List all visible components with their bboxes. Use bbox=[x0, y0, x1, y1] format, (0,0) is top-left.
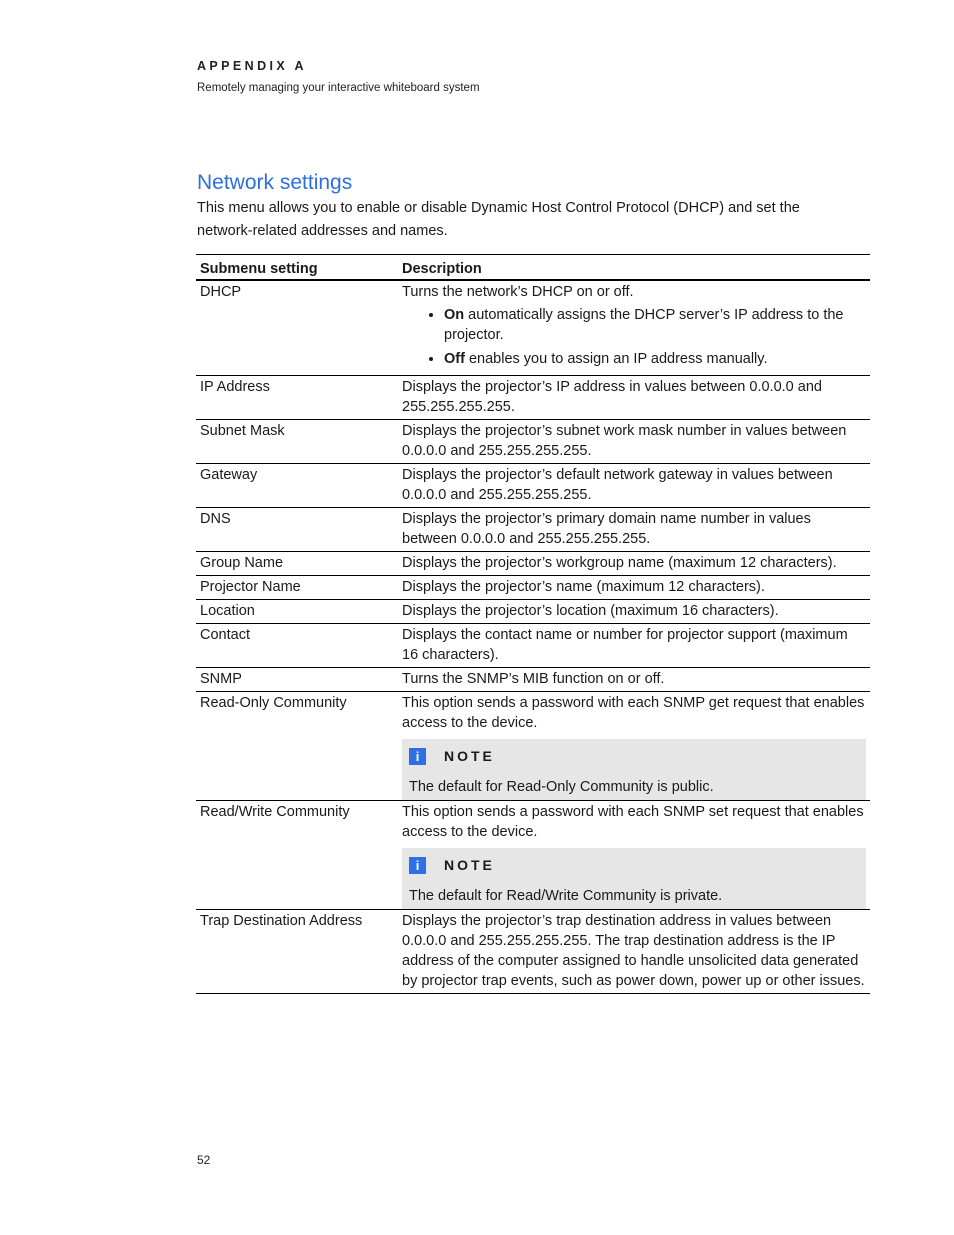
note-box bbox=[402, 848, 866, 909]
section-title: Network settings bbox=[197, 171, 353, 194]
description-cell bbox=[398, 692, 870, 801]
setting-cell: Read-Only Community bbox=[196, 692, 398, 801]
description-cell bbox=[398, 280, 870, 376]
column-header-description: Description bbox=[398, 255, 870, 281]
description-cell: Displays the projector’s name (maximum 12 characters). bbox=[398, 576, 870, 600]
setting-cell: Group Name bbox=[196, 552, 398, 576]
setting-cell: Projector Name bbox=[196, 576, 398, 600]
page-number: 52 bbox=[197, 1153, 211, 1167]
setting-cell: Subnet Mask bbox=[196, 420, 398, 464]
info-icon: i bbox=[409, 748, 426, 765]
table-row bbox=[196, 280, 870, 376]
note-label: NOTE bbox=[444, 857, 495, 873]
description-cell: Turns the SNMP’s MIB function on or off. bbox=[398, 668, 870, 692]
page-subtitle: Remotely managing your interactive whiteboard system bbox=[197, 82, 480, 94]
note-header bbox=[409, 854, 859, 876]
note-box bbox=[402, 739, 866, 800]
setting-cell: Contact bbox=[196, 624, 398, 668]
option-text: enables you to assign an IP address manually. bbox=[464, 351, 768, 367]
description-cell: Displays the projector’s default network gateway in values between 0.0.0.0 and 255.255.255.255. bbox=[398, 464, 870, 508]
description-cell: Displays the projector’s location (maximum 16 characters). bbox=[398, 600, 870, 624]
table-row bbox=[196, 910, 870, 994]
setting-cell: Trap Destination Address bbox=[196, 910, 398, 994]
table-row bbox=[196, 668, 870, 692]
description-cell: Displays the projector’s trap destination address in values between 0.0.0.0 and 255.255.255.255. The trap destination address is the IP address of the computer assigned to handle unsolicited data generated by projector trap events, such as power down, power up or other issues. bbox=[398, 910, 870, 994]
description-text: This option sends a password with each SNMP set request that enables access to the device. bbox=[402, 804, 864, 840]
table-row bbox=[196, 600, 870, 624]
section-intro: This menu allows you to enable or disable Dynamic Host Control Protocol (DHCP) and set the network-related addresses and names. bbox=[197, 200, 800, 239]
setting-cell: IP Address bbox=[196, 376, 398, 420]
table-row bbox=[196, 552, 870, 576]
setting-cell: Read/Write Community bbox=[196, 801, 398, 910]
table-row bbox=[196, 508, 870, 552]
setting-cell: DHCP bbox=[196, 280, 398, 376]
table-row bbox=[196, 692, 870, 801]
description-cell: Displays the contact name or number for projector support (maximum 16 characters). bbox=[398, 624, 870, 668]
table-header-row bbox=[196, 255, 870, 281]
note-header bbox=[409, 745, 859, 767]
note-label: NOTE bbox=[444, 748, 495, 764]
option-list bbox=[402, 305, 866, 369]
list-item bbox=[444, 305, 866, 345]
description-text: Turns the network’s DHCP on or off. bbox=[402, 284, 634, 300]
option-name: Off bbox=[444, 351, 465, 367]
info-icon: i bbox=[409, 857, 426, 874]
description-cell: Displays the projector’s workgroup name (maximum 12 characters). bbox=[398, 552, 870, 576]
option-name: On bbox=[444, 307, 465, 323]
column-header-setting: Submenu setting bbox=[196, 255, 398, 281]
setting-cell: DNS bbox=[196, 508, 398, 552]
setting-cell: SNMP bbox=[196, 668, 398, 692]
description-cell: Displays the projector’s IP address in values between 0.0.0.0 and 255.255.255.255. bbox=[398, 376, 870, 420]
note-text: The default for Read-Only Community is public. bbox=[409, 779, 714, 795]
description-cell: Displays the projector’s primary domain name number in values between 0.0.0.0 and 255.255.255.255. bbox=[398, 508, 870, 552]
option-text: automatically assigns the DHCP server’s IP address to the projector. bbox=[444, 307, 844, 343]
description-cell bbox=[398, 801, 870, 910]
note-text: The default for Read/Write Community is private. bbox=[409, 888, 723, 904]
table-row bbox=[196, 376, 870, 420]
table-row bbox=[196, 624, 870, 668]
table-row bbox=[196, 576, 870, 600]
table-row bbox=[196, 801, 870, 910]
description-cell: Displays the projector’s subnet work mask number in values between 0.0.0.0 and 255.255.255.255. bbox=[398, 420, 870, 464]
setting-cell: Gateway bbox=[196, 464, 398, 508]
appendix-label: APPENDIX A bbox=[197, 59, 307, 73]
list-item bbox=[444, 349, 866, 369]
setting-cell: Location bbox=[196, 600, 398, 624]
table-row bbox=[196, 420, 870, 464]
network-settings-table bbox=[196, 254, 870, 994]
description-text: This option sends a password with each SNMP get request that enables access to the device. bbox=[402, 695, 865, 731]
table-row bbox=[196, 464, 870, 508]
